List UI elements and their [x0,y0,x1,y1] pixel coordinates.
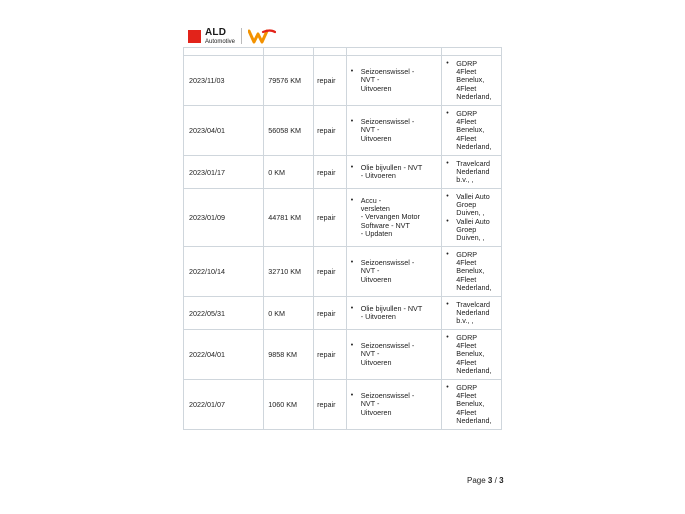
dealer-list [445,301,498,326]
mileage-cell: 1060 KM [264,380,314,430]
activity-item: • Olie bijvullen - NVT - Uitvoeren [350,164,439,181]
activity-item: • Seizoenswissel - NVT - Uitvoeren [350,392,439,417]
mileage-cell: 56058 KM [264,106,314,156]
type-cell: repair [314,156,347,189]
dealer-cell [442,247,502,297]
table-row [184,189,502,247]
date-cell: 2022/01/07 [184,380,264,430]
type-cell: repair [314,380,347,430]
mileage-cell: 79576 KM [264,56,314,106]
page-label: Page [467,476,486,485]
dealer-list [445,334,498,375]
date-cell: 2023/01/09 [184,189,264,247]
type-cell: repair [314,189,347,247]
mileage-cell: 0 KM [264,156,314,189]
page-separator: / [494,476,497,485]
activities-cell [346,106,442,156]
table-row [184,330,502,380]
activity-list [350,68,439,93]
activity-list [350,118,439,143]
dealer-cell [442,189,502,247]
activity-list [350,164,439,181]
activity-item: • Seizoenswissel - NVT - Uitvoeren [350,342,439,367]
dealer-cell [442,380,502,430]
dealer-cell [442,330,502,380]
dealer-list [445,160,498,185]
activity-item: • Seizoenswissel - NVT - Uitvoeren [350,68,439,93]
activities-cell [346,380,442,430]
activity-item: • Seizoenswissel - NVT - Uitvoeren [350,259,439,284]
activity-item: • Accu - versleten - Vervangen Motor Software - NVT - Updaten [350,197,439,238]
dealer-list [445,384,498,425]
dealer-item: • Travelcard Nederland b.v., , [445,160,498,185]
page-number [467,476,504,485]
w-logo-icon [248,28,276,44]
table-continuation-row [184,48,502,56]
dealer-list [445,251,498,292]
type-cell: repair [314,297,347,330]
type-cell: repair [314,330,347,380]
activities-cell [346,247,442,297]
dealer-item: • Travelcard Nederland b.v., , [445,301,498,326]
dealer-item: • Vallei Auto Groep Duiven, , [445,193,498,218]
dealer-list [445,60,498,101]
dealer-item: • GDRP 4Fleet Benelux, 4Fleet Nederland, [445,334,498,375]
table-row [184,106,502,156]
brand-subtitle: Automotive [205,38,236,45]
date-cell: 2022/04/01 [184,330,264,380]
activity-list [350,259,439,284]
dealer-cell [442,297,502,330]
activities-cell [346,330,442,380]
activities-cell [346,189,442,247]
table-row [184,297,502,330]
current-page: 3 [487,476,493,485]
dealer-item: • GDRP 4Fleet Benelux, 4Fleet Nederland, [445,110,498,151]
activities-cell [346,56,442,106]
dealer-item: • GDRP 4Fleet Benelux, 4Fleet Nederland, [445,60,498,101]
activity-item: • Seizoenswissel - NVT - Uitvoeren [350,118,439,143]
ald-logo [205,28,235,45]
activity-item: • Olie bijvullen - NVT - Uitvoeren [350,305,439,322]
maintenance-history-table [183,47,502,430]
date-cell: 2023/01/17 [184,156,264,189]
date-cell: 2022/05/31 [184,297,264,330]
mileage-cell: 44781 KM [264,189,314,247]
dealer-cell [442,56,502,106]
mileage-cell: 32710 KM [264,247,314,297]
type-cell: repair [314,247,347,297]
activity-list [350,197,439,238]
dealer-cell [442,106,502,156]
date-cell: 2023/04/01 [184,106,264,156]
activity-list [350,342,439,367]
dealer-item: • GDRP 4Fleet Benelux, 4Fleet Nederland, [445,384,498,425]
dealer-cell [442,156,502,189]
date-cell: 2023/11/03 [184,56,264,106]
date-cell: 2022/10/14 [184,247,264,297]
activities-cell [346,156,442,189]
activity-list [350,305,439,322]
mileage-cell: 9858 KM [264,330,314,380]
dealer-list [445,110,498,151]
table-row [184,156,502,189]
table-row [184,56,502,106]
type-cell: repair [314,106,347,156]
total-pages: 3 [499,476,504,485]
mileage-cell: 0 KM [264,297,314,330]
type-cell: repair [314,56,347,106]
table-row [184,247,502,297]
table-row [184,380,502,430]
activities-cell [346,297,442,330]
brand-name: ALD [205,26,227,38]
ald-logo-square-icon [188,30,201,43]
dealer-item: • Vallei Auto Groep Duiven, , [445,218,498,243]
activity-list [350,392,439,417]
dealer-item: • GDRP 4Fleet Benelux, 4Fleet Nederland, [445,251,498,292]
dealer-list [445,193,498,243]
page-header [188,26,276,46]
logo-divider [241,28,242,44]
